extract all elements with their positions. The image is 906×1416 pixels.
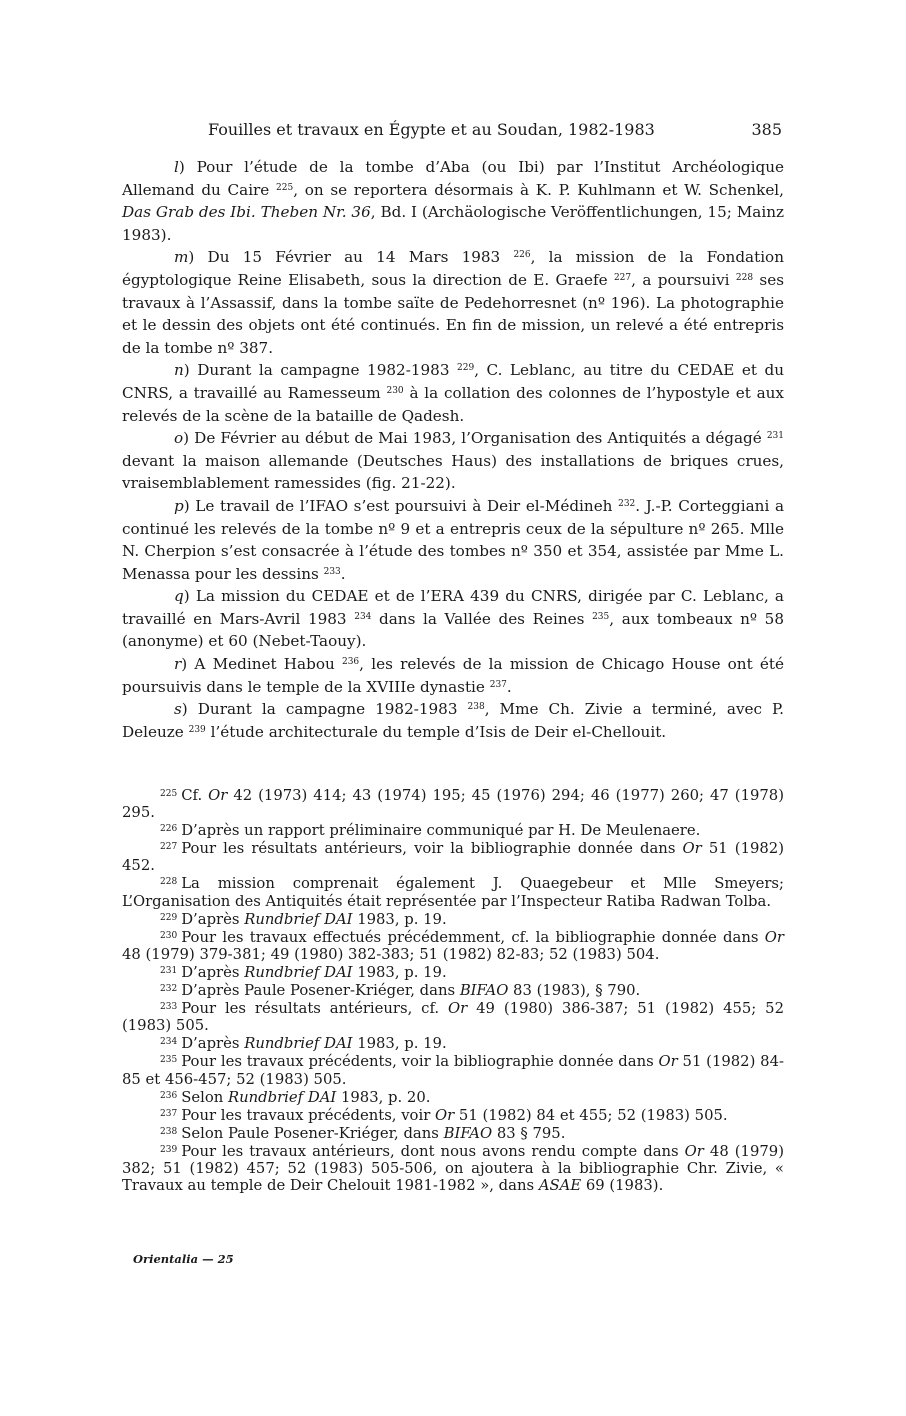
text-run: , a poursuivi [631, 270, 736, 289]
paragraph-l [122, 156, 784, 246]
footnote-number: 235 [160, 1055, 178, 1066]
text-run: , C. Leblanc, au titre du CEDAE et du CNRS, a travaillé au Ramesseum [122, 361, 784, 402]
footnote-ref: 233 [323, 566, 341, 577]
text-run: ses travaux à l’Assassif, dans la tombe saïte de Pedehorresnet (nº 196). La photographie et le dessin des objets ont été continués. En fin de mission, un relevé a été entrepris de la tombe nº 387. [122, 270, 784, 357]
footnote [122, 963, 784, 981]
footnote [122, 1106, 784, 1124]
paragraph-o [122, 427, 784, 495]
text-run: ) De Février au début de Mai 1983, l’Organisation des Antiquités a dégagé [183, 429, 767, 448]
text-run: 51 (1982) 84-85 et 456-457; 52 (1983) 505. [122, 1053, 784, 1088]
italic-text: Or [682, 840, 702, 858]
text-run: devant la maison allemande (Deutsches Haus) des installations de briques crues, vraisemblablement ramessides (fig. 21-22). [122, 451, 784, 493]
text-run: D’après [181, 963, 245, 981]
footnote-number: 227 [160, 842, 178, 853]
text-run: ) Durant la campagne 1982-1983 [181, 700, 468, 719]
footnote-number: 228 [160, 877, 178, 888]
footnote-ref: 234 [354, 611, 372, 622]
text-run: 51 (1982) 84 et 455; 52 (1983) 505. [454, 1106, 728, 1124]
footnote-ref: 225 [276, 182, 294, 193]
footnote-number: 232 [160, 984, 178, 995]
text-run: Cf. [181, 787, 209, 804]
text-run: l’étude architecturale du temple d’Isis de Deir el-Chellouit. [205, 722, 667, 741]
text-run: , la mission de la Fondation égyptologique Reine Elisabeth, sous la direction de E. Graefe [122, 248, 784, 289]
footnote-ref: 227 [613, 272, 632, 283]
text-run: , on se reportera désormais à K. P. Kuhlmann et W. Schenkel, [293, 180, 784, 199]
italic-text: BIFAO [459, 982, 509, 1000]
italic-text: o [174, 429, 184, 448]
text-run: ) Durant la campagne 1982-1983 [183, 361, 457, 380]
footnote [122, 910, 784, 928]
italic-text: s [174, 700, 182, 719]
paragraph-m [122, 246, 784, 359]
italic-text: q [174, 587, 184, 606]
text-run: Selon Paule Posener-Kriéger, dans [181, 1124, 444, 1142]
paragraph-s [122, 698, 784, 743]
text-run: Pour les travaux précédents, voir [181, 1106, 435, 1124]
italic-text: Or [448, 1000, 468, 1018]
text-run: D’après [181, 910, 245, 928]
italic-text: Or [658, 1053, 678, 1071]
text-run: 1983, p. 19. [352, 963, 447, 981]
footnote-number: 234 [160, 1037, 178, 1048]
italic-text: n [174, 361, 184, 380]
italic-text: BIFAO [443, 1124, 493, 1142]
paragraph-p [122, 495, 784, 585]
page-header [208, 118, 782, 142]
text-run: ) Le travail de l’IFAO s’est poursuivi à Deir el-Médineh [183, 496, 619, 515]
footnote-number: 226 [160, 824, 178, 835]
footnote-number: 239 [160, 1144, 178, 1155]
italic-text: p [174, 496, 184, 515]
text-run: 49 (1980) 386-387; 51 (1982) 455; 52 (1983) 505. [122, 1000, 785, 1035]
body-text [122, 156, 784, 743]
text-run: ) A Medinet Habou [181, 655, 342, 674]
footnote [122, 999, 784, 1034]
text-run: ) Du 15 Février au 14 Mars 1983 [188, 248, 514, 267]
text-run: à la collation des colonnes de l’hypostyle et aux relevés de la scène de la bataille de Qadesh. [122, 383, 784, 425]
text-run: 42 (1973) 414; 43 (1974) 195; 45 (1976) 294; 46 (1977) 260; 47 (1978) 295. [122, 787, 784, 822]
footnote [122, 1034, 784, 1052]
footnote-ref: 228 [735, 272, 754, 283]
text-run: 69 (1983). [581, 1177, 664, 1195]
text-run: ) Pour l’étude de la tombe d’Aba (ou Ibi) par l’Institut Archéologique Allemand du Caire [122, 158, 784, 199]
footnote-number: 230 [160, 930, 178, 941]
italic-text: l [174, 158, 179, 176]
footnote [122, 839, 784, 874]
italic-text: Or [764, 928, 784, 946]
paragraph-n [122, 359, 784, 427]
footnote-number: 233 [160, 1002, 178, 1013]
footnote-ref: 231 [766, 431, 784, 442]
footnote [122, 1088, 784, 1106]
text-run: dans la Vallée des Reines [371, 609, 593, 628]
italic-text: Rundbrief DAI [227, 1088, 337, 1106]
page-number: 385 [751, 120, 782, 139]
text-run: Pour les travaux antérieurs, dont nous avons rendu compte dans [181, 1142, 685, 1160]
text-run: D’après un rapport préliminaire communiqué par H. De Meulenaere. [181, 822, 701, 840]
text-run: Pour les travaux précédents, voir la bibliographie donnée dans [181, 1053, 659, 1071]
footnote-number: 225 [160, 789, 178, 799]
italic-text: Or [684, 1142, 704, 1160]
footnote [122, 821, 784, 839]
text-run: Pour les résultats antérieurs, voir la bibliographie donnée dans [181, 840, 683, 858]
paragraph-r [122, 653, 784, 698]
italic-text: Rundbrief DAI [244, 1035, 353, 1053]
footnote-ref: 232 [618, 498, 636, 509]
text-run: 83 § 795. [492, 1124, 566, 1142]
text-run: , Bd. I (Archäologische Veröffentlichungen, 15; Mainz 1983). [122, 203, 784, 244]
italic-text: Rundbrief DAI [244, 963, 353, 981]
italic-text: r [174, 655, 182, 674]
text-run: La mission comprenait également J. Quaegebeur et Mlle Smeyers; L’Organisation des Antiquités était représentée par l’Inspecteur Ratiba Radwan Tolba. [122, 875, 784, 910]
italic-text: Or [208, 787, 228, 804]
text-run: , Mme Ch. Zivie a terminé, avec P. Deleuze [122, 700, 785, 741]
text-run: Selon [181, 1088, 228, 1106]
text-run: , aux tombeaux nº 58 (anonyme) et 60 (Nebet-Taouy). [122, 609, 784, 651]
footnote-ref: 237 [489, 679, 507, 690]
text-run: 48 (1979) 382; 51 (1982) 457; 52 (1983) 505-506, on ajoutera à la bibliographie Chr. Zivie, « Travaux au temple de Deir Chelouit 1981-1982 », dans [122, 1142, 784, 1195]
footnote-ref: 238 [467, 702, 485, 713]
footnote-number: 238 [160, 1126, 178, 1137]
italic-text: Rundbrief DAI [244, 910, 353, 928]
paragraph-q [122, 585, 784, 653]
footnote [122, 928, 784, 963]
text-run: 1983, p. 20. [336, 1088, 431, 1106]
text-run: 48 (1979) 379-381; 49 (1980) 382-383; 51 (1982) 82-83; 52 (1983) 504. [122, 945, 660, 963]
text-run: 1983, p. 19. [352, 1035, 447, 1053]
text-run: ) La mission du CEDAE et de l’ERA 439 du CNRS, dirigée par C. Leblanc, a travaillé en Mars-Avril 1983 [122, 587, 784, 628]
footnote-ref: 226 [513, 250, 531, 261]
footnote-ref: 229 [457, 363, 475, 374]
footnote-ref: 230 [386, 385, 404, 396]
running-title: Fouilles et travaux en Égypte et au Soudan, 1982-1983 [208, 120, 655, 139]
text-run: . J.-P. Corteggiani a continué les relevés de la tombe nº 9 et a entrepris ceux de la sépulture nº 265. Mlle N. Cherpion s’est consacrée à l’étude des tombes nº 350 et 354, assistée par Mme L. Menassa pour les dessins [122, 496, 784, 583]
footnote [122, 1124, 784, 1142]
footnote-number: 229 [160, 912, 178, 923]
italic-text: m [174, 248, 189, 267]
footnote-number: 236 [160, 1090, 178, 1101]
footnote [122, 786, 784, 821]
text-run: 1983, p. 19. [352, 910, 447, 928]
italic-text: Or [434, 1106, 455, 1124]
text-run: Pour les travaux effectués précédemment, cf. la bibliographie donnée dans [181, 928, 765, 946]
footnote [122, 1052, 784, 1087]
text-run: , les relevés de la mission de Chicago House ont été poursuivis dans le temple de la XVIIIe dynastie [122, 655, 784, 696]
footnote-number: 231 [160, 965, 178, 976]
text-run: Pour les résultats antérieurs, cf. [181, 1000, 449, 1018]
footnote [122, 874, 784, 909]
text-run: D’après [181, 1035, 245, 1053]
footnote [122, 1142, 784, 1194]
text-run: 51 (1982) 452. [122, 840, 784, 875]
footnote-ref: 236 [341, 657, 360, 668]
footnote-ref: 235 [592, 611, 610, 622]
footnote-number: 237 [160, 1108, 178, 1119]
journal-signature: Orientalia — 25 [133, 1252, 234, 1266]
footnotes [122, 786, 784, 1194]
footnote [122, 981, 784, 999]
footnote-ref: 239 [188, 724, 206, 735]
text-run: . [340, 564, 346, 583]
italic-text: Das Grab des Ibi. Theben Nr. 36 [122, 203, 371, 222]
text-run: D’après Paule Posener-Kriéger, dans [181, 982, 460, 1000]
italic-text: ASAE [538, 1177, 582, 1195]
text-run: 83 (1983), § 790. [508, 982, 641, 1000]
text-run: . [506, 677, 512, 696]
